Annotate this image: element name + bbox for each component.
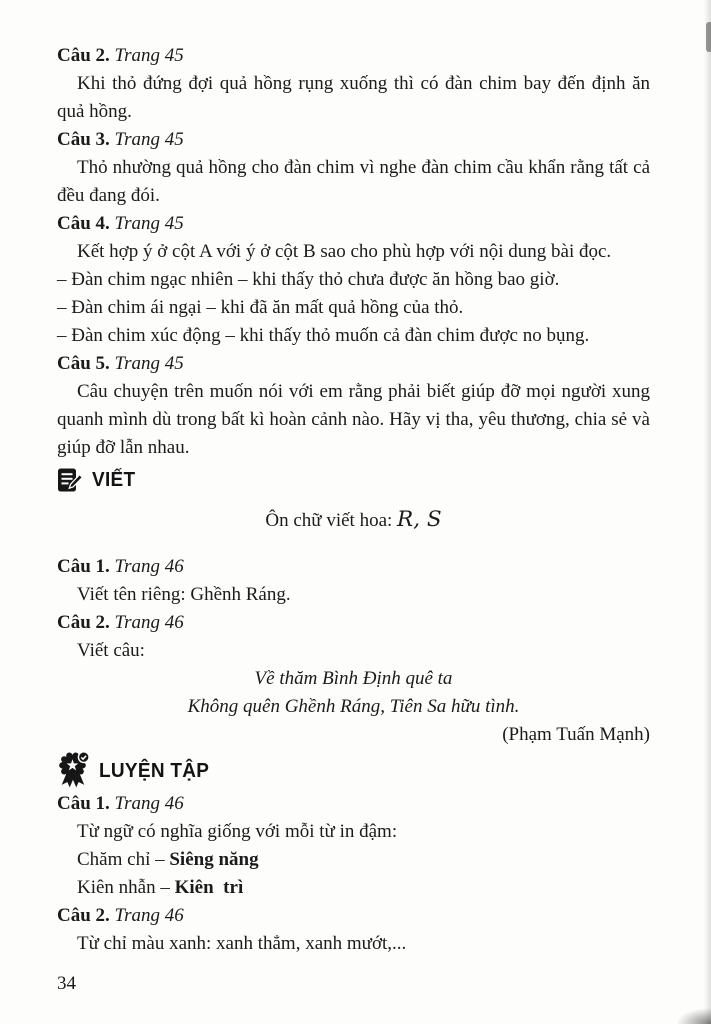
question-page-ref: Trang 45 [114,129,184,150]
question-heading [57,553,650,581]
answer-paragraph: Viết câu: [77,640,145,661]
scan-corner-artifact [677,1008,711,1024]
synonym-term: Kiên nhẫn – [77,877,175,898]
question-label: Câu 2. [57,905,110,926]
answer-paragraph: Từ chỉ màu xanh: xanh thẳm, xanh mướt,... [77,933,407,954]
question-label: Câu 5. [57,353,110,374]
question-heading [57,609,650,637]
synonym-pair [57,846,650,874]
synonym-term: Chăm chỉ – [77,849,170,870]
question-label: Câu 2. [57,612,110,633]
question-page-ref: Trang 46 [114,793,184,814]
question-label: Câu 2. [57,45,110,66]
badge-star-icon [57,751,90,790]
question-page-ref: Trang 46 [114,905,184,926]
answer-paragraph: Viết tên riêng: Ghềnh Ráng. [77,584,291,605]
viet-section [57,466,650,749]
question-page-ref: Trang 45 [114,45,184,66]
question-page-ref: Trang 45 [114,353,184,374]
luyen-tap-section [57,751,650,958]
answer-paragraph: Khi thỏ đứng đợi quả hồng rụng xuống thì có đàn chim bay đến định ăn quả hồng. [57,73,650,122]
page-number: 34 [57,973,76,994]
question-label: Câu 4. [57,213,110,234]
question-label: Câu 1. [57,556,110,577]
question-heading [57,210,650,238]
synonym-answer: Kiên trì [174,877,244,898]
answer-paragraph: Câu chuyện trên muốn nói với em rằng phải biết giúp đỡ mọi người xung quanh mình dù trong bất kì hoàn cảnh nào. Hãy vị tha, yêu thương, chia sẻ và giúp đỡ lẫn nhau. [57,381,650,458]
poem-line: Không quên Ghềnh Ráng, Tiên Sa hữu tình. [187,696,520,717]
answer-paragraph: Kết hợp ý ở cột A với ý ở cột B sao cho phù hợp với nội dung bài đọc. [77,241,612,262]
poem-line: Về thăm Bình Định quê ta [254,668,453,689]
answer-paragraph: Từ ngữ có nghĩa giống với mỗi từ in đậm: [77,821,398,842]
luyen-tap-section-heading [57,751,650,790]
question-heading [57,350,650,378]
handwriting-letters: R, S [397,507,442,532]
question-heading [57,42,650,70]
reading-answers-section [57,42,650,462]
viet-items [57,553,650,749]
question-heading [57,790,650,818]
question-page-ref: Trang 46 [114,556,184,577]
answer-list-item: – Đàn chim xúc động – khi thấy thỏ muốn cả đàn chim được no bụng. [57,325,590,346]
question-heading [57,902,650,930]
question-page-ref: Trang 45 [114,213,184,234]
question-page-ref: Trang 46 [114,612,184,633]
answer-list-item: – Đàn chim ái ngại – khi đã ăn mất quả hồng của thỏ. [57,297,464,318]
scan-edge-artifact [704,0,711,1024]
handwriting-review-line [57,506,650,535]
question-label: Câu 3. [57,129,110,150]
luyen-tap-section-title: LUYỆN TẬP [99,759,210,782]
synonym-pair [57,874,650,902]
answer-list-item: – Đàn chim ngạc nhiên – khi thấy thỏ chưa được ăn hồng bao giờ. [57,269,560,290]
question-label: Câu 1. [57,793,110,814]
viet-section-title: VIẾT [92,469,136,491]
handwriting-review-prefix: Ôn chữ viết hoa: [265,510,393,531]
scan-mark-artifact [706,22,711,52]
synonym-answer: Siêng năng [169,849,259,870]
question-heading [57,126,650,154]
answer-paragraph: Thỏ nhường quả hồng cho đàn chim vì nghe đàn chim cầu khẩn rằng tất cả đều đang đói. [57,157,650,206]
poem-author: (Phạm Tuấn Mạnh) [502,724,650,745]
viet-section-heading [57,466,650,494]
pen-notepad-icon [57,467,83,494]
